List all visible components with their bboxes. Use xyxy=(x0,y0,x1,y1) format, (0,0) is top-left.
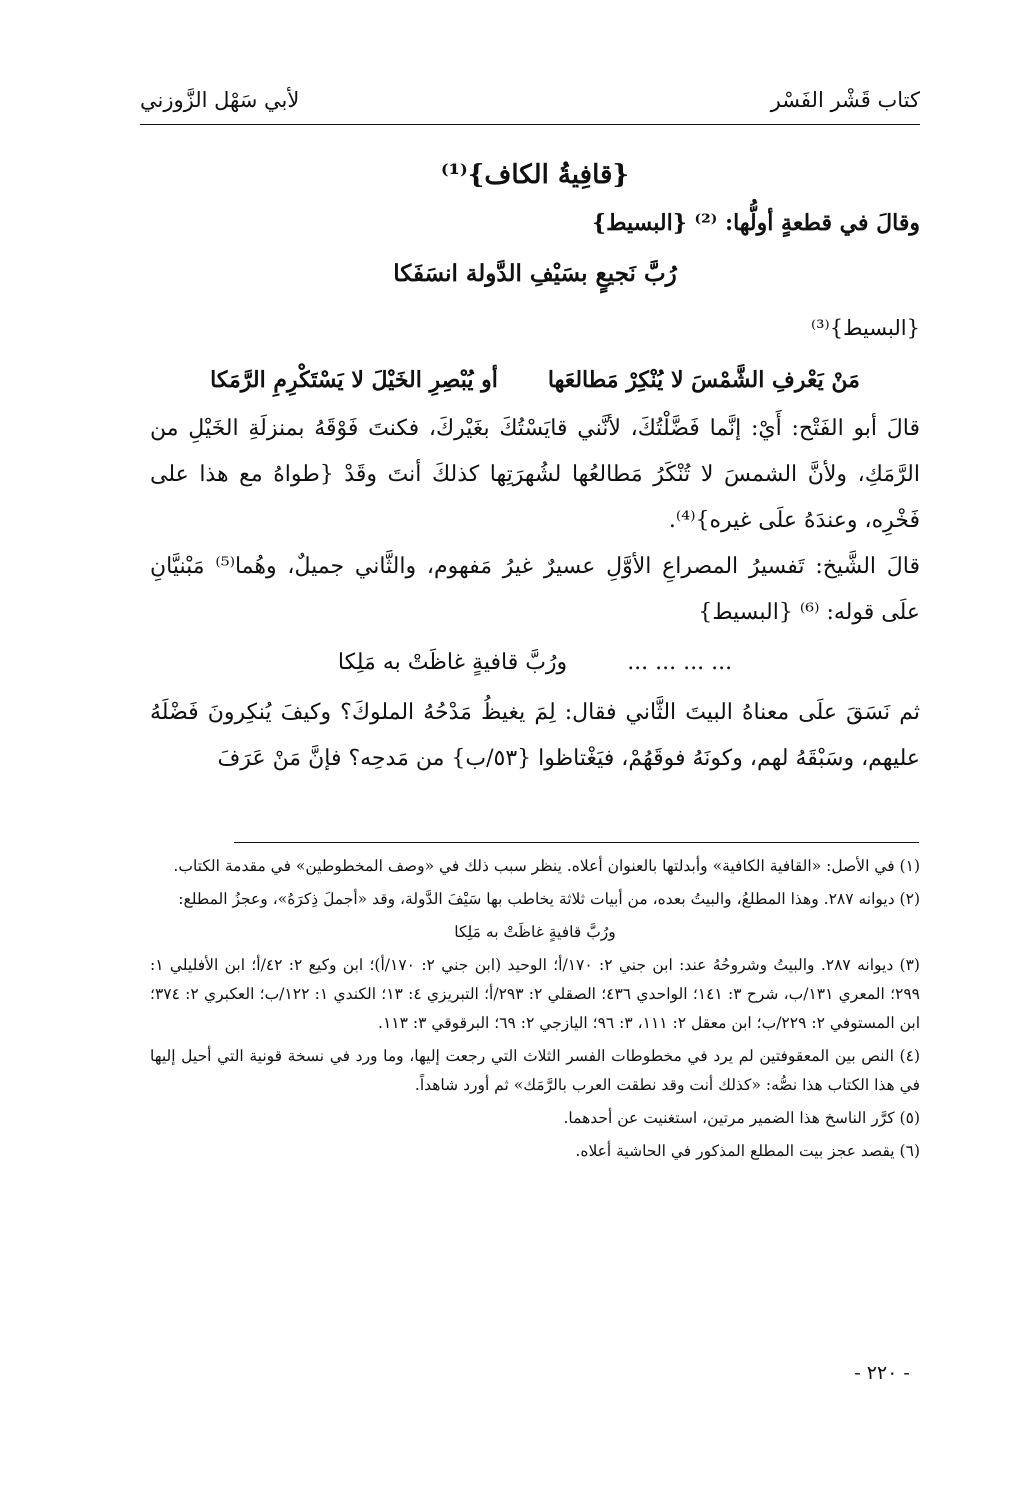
page-number: - ٢٢٠ - xyxy=(854,1362,910,1384)
author-header: لأبي سَهْل الزَّوزني xyxy=(140,88,300,112)
footnote-2: (٢) ديوانه ٢٨٧. وهذا المطلعُ، والبيتُ بعده، من أبيات ثلاثة يخاطب بها سَيْفَ الدَّولة، وقد «أجملَ ذِكرَهُ»، وعجزُ المطلع: xyxy=(178,890,920,908)
footnote-3: (٣) ديوانه ٢٨٧. والبيتُ وشروحُهُ عند: ابن جني ٢: ١٧٠/أ؛ الوحيد (ابن جني ٢: ١٧٠/أ)؛ ابن وكيع ٢: ٤٢/أ؛ ابن الأفليلي ١: ٢٩٩؛ المعري ١٣١/ب، شرح ٣: ١٤١؛ الواحدي ٤٣٦؛ الصقلي ٢: ٢٩٣/أ؛ التبريزي ٤: ١٣؛ الكندي ١: ١٢٢/ب؛ العكبري ٢: ٣٧٤؛ ابن المستوفي ٢: ٢٢٩/ب؛ ابن معقل ٢: ١١١، ٣: ٩٦؛ اليازجي ٢: ٦٩؛ البرقوقي ٣: ١١٣. xyxy=(150,956,920,1032)
intro-line: وقالَ في قطعةٍ أولُّها: ⁽²⁾ {البسيط} xyxy=(592,210,920,236)
footnote-2-verse: ورُبَّ قافيةٍ غاظَتْ به مَلِكا xyxy=(454,923,616,941)
elided-verse-second: ورُبَّ قافيةٍ غاظَتْ به مَلِكا xyxy=(337,650,568,675)
elided-verse xyxy=(150,636,920,690)
chapter-heading: {قافِيةُ الكاف}⁽¹⁾ xyxy=(440,160,630,190)
opening-verse: رُبَّ نَجيعٍ بسَيْفِ الدَّولة انسَفَكا xyxy=(393,260,677,287)
footnote-1: (١) في الأصل: «القافية الكافية» وأبدلتها بالعنوان أعلاه. ينظر سبب ذلك في «وصف المخطوطين» في مقدمة الكتاب. xyxy=(173,857,920,875)
meter-tag: {البسيط}⁽³⁾ xyxy=(810,316,920,340)
commentary-continuation: ثم نَسَقَ علَى معناهُ البيتَ الثَّاني فقال: لِمَ يغيظُ مَدْحُهُ الملوكَ؟ وكيفَ يُنكِرونَ فَضْلَهُ عليهم، وسَبْقَهُ لهم، وكونَهُ فوقَهُمْ، فيَغْتاظوا {٥٣/ب} من مَدحِه؟ فإنَّ مَنْ عَرَفَ xyxy=(150,700,920,771)
commentary-shaykh: قالَ الشَّيخ: تَفسيرُ المصراعِ الأوَّلِ عسيرٌ غيرُ مَفهوم، والثَّاني جميلٌ، وهُما⁽⁵⁾ مَبْنيَّانِ علَى قوله: ⁽⁶⁾ {البسيط} xyxy=(150,554,920,625)
footnote-6: (٦) يقصد عجز بيت المطلع المذكور في الحاشية أعلاه. xyxy=(575,1142,920,1160)
commentary-abu-alfath: قالَ أبو الفَتْح: أَيْ: إنَّما فَضَّلْتُكَ، لأنَّني قايَسْتُكَ بغَيْركَ، فكنتَ فَوْقَهُ بمنزلَةِ الخَيْلِ من الرَّمَكِ، ولأنَّ الشمسَ لا تُنْكَرُ مَطالعُها لشُهرَتِها كذلكَ أنتَ وقَدْ {طواهُ مع هذا على فَخْرِه، وعندَهُ علَى غيره}⁽⁴⁾. xyxy=(150,416,920,533)
footnote-5: (٥) كرَّر الناسخ هذا الضمير مرتين، استغنيت عن أحدهما. xyxy=(563,1109,920,1127)
verse-couplet xyxy=(150,354,920,406)
verse-first-hemistich: مَنْ يَعْرفِ الشَّمْسَ لا يُنْكِرْ مَطالعَها xyxy=(547,367,860,393)
book-title-header: كتاب قَشْر الفَسْر xyxy=(770,88,920,112)
running-header xyxy=(140,84,920,125)
main-text xyxy=(150,160,920,782)
footnote-4: (٤) النص بين المعقوفتين لم يرد في مخطوطات الفسر الثلاث التي رجعت إليها، وما ورد في نسخة قونية التي أحيل إليها في هذا الكتاب هذا نصُّه: «كذلك أنت وقد نطقت العرب بالرَّمَك» ثم أورد شاهداً. xyxy=(150,1047,920,1094)
footnote-divider xyxy=(234,842,919,843)
elided-verse-first: ... ... ... ... xyxy=(627,650,733,675)
footnotes xyxy=(150,852,920,1170)
verse-second-hemistich: أو يُبْصِرِ الخَيْلَ لا يَسْتَكْرِمِ الرَّمَكا xyxy=(210,367,498,393)
